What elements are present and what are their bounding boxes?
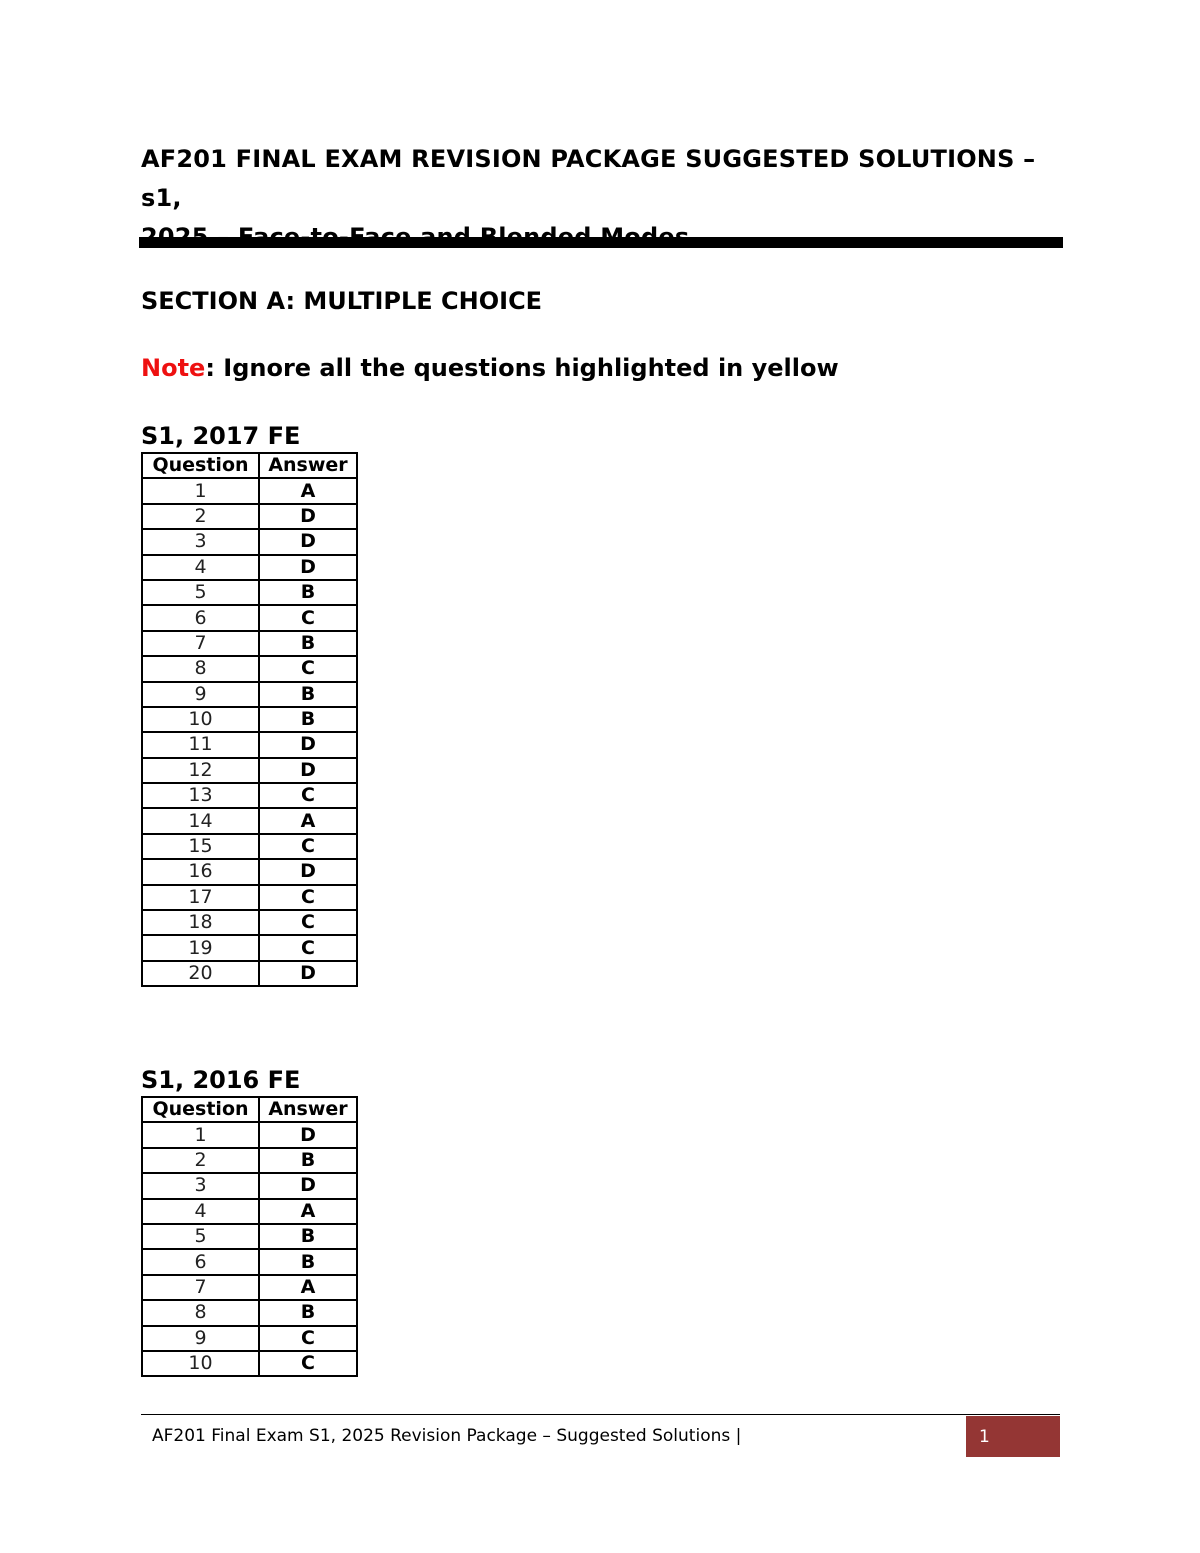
question-number-cell: 3 bbox=[142, 529, 259, 554]
answer-cell: C bbox=[259, 885, 357, 910]
answer-table-body bbox=[142, 1122, 357, 1376]
answer-cell: A bbox=[259, 1275, 357, 1300]
answer-table-2017 bbox=[141, 452, 358, 987]
question-number-cell: 13 bbox=[142, 783, 259, 808]
answer-cell: C bbox=[259, 783, 357, 808]
answer-cell: D bbox=[259, 732, 357, 757]
table-row bbox=[142, 834, 357, 859]
answer-cell: D bbox=[259, 529, 357, 554]
table-row bbox=[142, 605, 357, 630]
table-row bbox=[142, 631, 357, 656]
question-number-cell: 4 bbox=[142, 555, 259, 580]
answer-cell: B bbox=[259, 1300, 357, 1325]
question-number-cell: 6 bbox=[142, 1249, 259, 1274]
table-header-row bbox=[142, 453, 357, 478]
answer-table-2016 bbox=[141, 1096, 358, 1377]
page-number-box bbox=[966, 1416, 1060, 1457]
answer-cell: D bbox=[259, 758, 357, 783]
answer-cell: B bbox=[259, 1148, 357, 1173]
note-text: : Ignore all the questions highlighted in yellow bbox=[205, 354, 839, 382]
table-row bbox=[142, 1275, 357, 1300]
page-number: 1 bbox=[979, 1427, 990, 1447]
answer-cell: A bbox=[259, 478, 357, 503]
answer-cell: B bbox=[259, 580, 357, 605]
question-number-cell: 6 bbox=[142, 605, 259, 630]
page-title-line-1: AF201 FINAL EXAM REVISION PACKAGE SUGGESTED SOLUTIONS – s1, bbox=[141, 145, 1036, 212]
table-row bbox=[142, 1351, 357, 1376]
question-number-cell: 15 bbox=[142, 834, 259, 859]
note bbox=[141, 350, 839, 386]
question-number-cell: 4 bbox=[142, 1199, 259, 1224]
table-row bbox=[142, 783, 357, 808]
question-number-cell: 8 bbox=[142, 1300, 259, 1325]
footer-divider bbox=[141, 1414, 1060, 1415]
table-header-row bbox=[142, 1097, 357, 1122]
table-row bbox=[142, 1249, 357, 1274]
table-row bbox=[142, 1300, 357, 1325]
question-number-cell: 9 bbox=[142, 682, 259, 707]
table-row bbox=[142, 808, 357, 833]
table-row bbox=[142, 885, 357, 910]
answer-cell: C bbox=[259, 605, 357, 630]
answer-cell: A bbox=[259, 808, 357, 833]
question-number-cell: 7 bbox=[142, 631, 259, 656]
answer-cell: A bbox=[259, 1199, 357, 1224]
table-row bbox=[142, 682, 357, 707]
question-number-cell: 3 bbox=[142, 1173, 259, 1198]
table-row bbox=[142, 1173, 357, 1198]
table-row bbox=[142, 961, 357, 986]
answer-cell: D bbox=[259, 504, 357, 529]
question-number-cell: 14 bbox=[142, 808, 259, 833]
question-number-cell: 1 bbox=[142, 478, 259, 503]
answer-cell: D bbox=[259, 1173, 357, 1198]
exam-heading-2017: S1, 2017 FE bbox=[141, 422, 301, 450]
question-number-cell: 12 bbox=[142, 758, 259, 783]
question-number-cell: 5 bbox=[142, 580, 259, 605]
table-row bbox=[142, 1224, 357, 1249]
table-row bbox=[142, 707, 357, 732]
table-row bbox=[142, 732, 357, 757]
answer-cell: D bbox=[259, 859, 357, 884]
column-header-question: Question bbox=[142, 1097, 259, 1122]
question-number-cell: 7 bbox=[142, 1275, 259, 1300]
table-row bbox=[142, 555, 357, 580]
title-divider bbox=[139, 237, 1063, 248]
question-number-cell: 9 bbox=[142, 1326, 259, 1351]
column-header-answer: Answer bbox=[259, 1097, 357, 1122]
answer-table-body bbox=[142, 478, 357, 986]
answer-cell: C bbox=[259, 1326, 357, 1351]
question-number-cell: 8 bbox=[142, 656, 259, 681]
answer-cell: B bbox=[259, 631, 357, 656]
answer-cell: C bbox=[259, 834, 357, 859]
answer-cell: B bbox=[259, 1249, 357, 1274]
question-number-cell: 10 bbox=[142, 707, 259, 732]
answer-cell: C bbox=[259, 656, 357, 681]
question-number-cell: 2 bbox=[142, 504, 259, 529]
question-number-cell: 2 bbox=[142, 1148, 259, 1173]
table-row bbox=[142, 1148, 357, 1173]
table-row bbox=[142, 1326, 357, 1351]
answer-cell: C bbox=[259, 935, 357, 960]
answer-cell: C bbox=[259, 910, 357, 935]
question-number-cell: 18 bbox=[142, 910, 259, 935]
answer-cell: B bbox=[259, 682, 357, 707]
section-heading: SECTION A: MULTIPLE CHOICE bbox=[141, 287, 543, 315]
question-number-cell: 10 bbox=[142, 1351, 259, 1376]
answer-cell: C bbox=[259, 1351, 357, 1376]
question-number-cell: 16 bbox=[142, 859, 259, 884]
answer-cell: D bbox=[259, 961, 357, 986]
table-row bbox=[142, 478, 357, 503]
question-number-cell: 1 bbox=[142, 1122, 259, 1147]
question-number-cell: 17 bbox=[142, 885, 259, 910]
table-row bbox=[142, 910, 357, 935]
table-row bbox=[142, 1122, 357, 1147]
table-row bbox=[142, 580, 357, 605]
footer-text: AF201 Final Exam S1, 2025 Revision Package – Suggested Solutions | bbox=[152, 1426, 742, 1446]
table-row bbox=[142, 859, 357, 884]
table-row bbox=[142, 758, 357, 783]
exam-heading-2016: S1, 2016 FE bbox=[141, 1066, 301, 1094]
note-label: Note bbox=[141, 354, 206, 382]
question-number-cell: 19 bbox=[142, 935, 259, 960]
answer-cell: D bbox=[259, 1122, 357, 1147]
question-number-cell: 5 bbox=[142, 1224, 259, 1249]
question-number-cell: 11 bbox=[142, 732, 259, 757]
question-number-cell: 20 bbox=[142, 961, 259, 986]
table-row bbox=[142, 656, 357, 681]
table-row bbox=[142, 504, 357, 529]
column-header-answer: Answer bbox=[259, 453, 357, 478]
answer-cell: B bbox=[259, 1224, 357, 1249]
table-row bbox=[142, 529, 357, 554]
table-row bbox=[142, 935, 357, 960]
table-row bbox=[142, 1199, 357, 1224]
answer-cell: B bbox=[259, 707, 357, 732]
answer-cell: D bbox=[259, 555, 357, 580]
column-header-question: Question bbox=[142, 453, 259, 478]
